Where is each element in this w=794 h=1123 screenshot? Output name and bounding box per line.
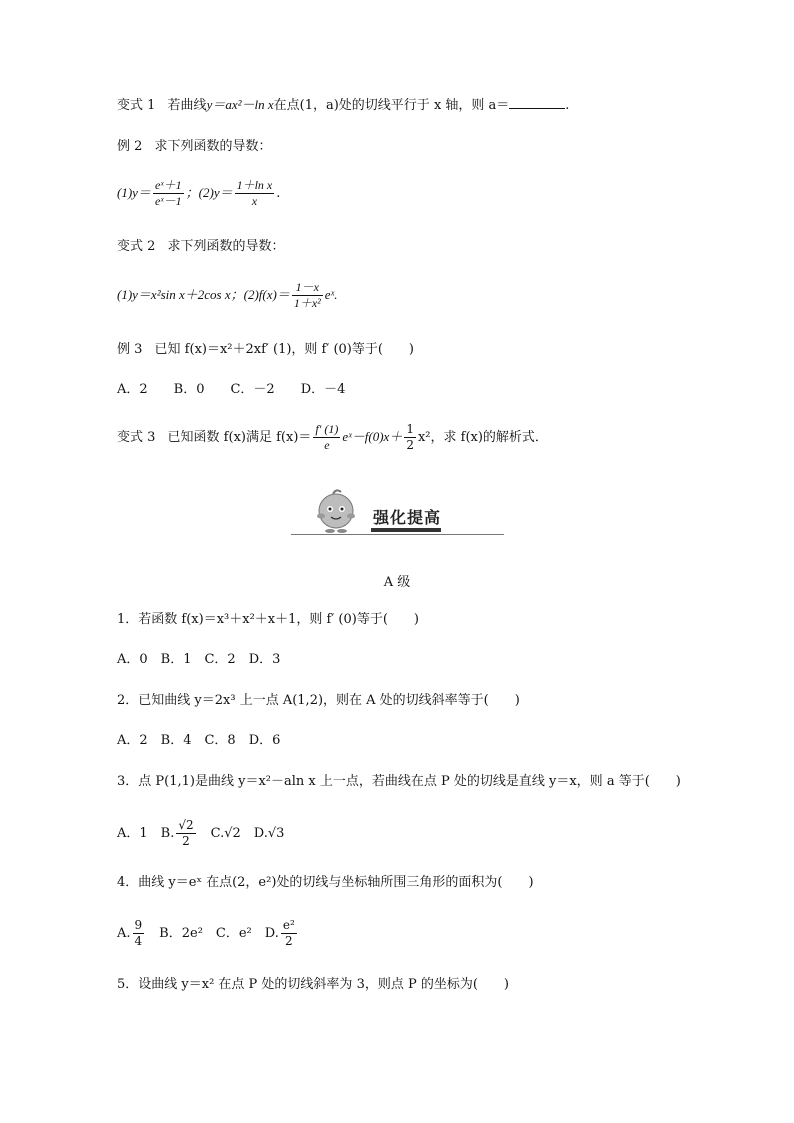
v3-mid: eˣ－f(0)x＋ [342,429,403,444]
variant1 [117,96,569,115]
section-banner [291,486,504,538]
variant3-label: 变式 3 [117,430,156,445]
question-2: 2．已知曲线 y＝2x³ 上一点 A(1,2)，则在 A 处的切线斜率等于( ) [117,693,520,708]
v3-f2-denominator: 2 [406,438,414,452]
variant1-expr: y＝ax²－ln x [206,97,274,112]
v2-p1: (1)y＝x²sin x＋2cos x；(2)f(x)＝ [117,287,290,302]
e2-end: . [276,186,281,201]
example3-text: 已知 f(x)＝x²＋2xf′ (1)，则 f′ (0)等于( ) [154,342,415,357]
example2 [117,138,272,156]
q3-opt-b-denominator: 2 [182,834,190,848]
q4-opt-a-numerator: 9 [134,918,143,932]
v3-tail: x²，求 f(x)的解析式． [417,430,548,445]
banner-title: 强化提高 [373,508,442,527]
example3-options: A．2 B．0 C．－2 D．－4 [117,382,346,397]
v3-fraction-1 [313,422,340,453]
example2-label: 例 2 [117,139,143,154]
variant3-pre: 已知函数 f(x)满足 f(x)＝ [167,430,312,445]
e2-fraction-2 [235,178,275,209]
question-3: 3．点 P(1,1)是曲线 y＝x²－aln x 上一点，若曲线在点 P 处的切线是直线 y＝x，则 a 等于( ) [117,774,681,789]
question-1-options: A．0 B．1 C．2 D．3 [117,652,281,667]
e2-f2-numerator: 1＋ln x [236,178,273,192]
e2-fraction-1 [153,178,184,209]
q4-opt-d-denominator: 2 [285,934,293,948]
e2-sep: ；(2)y＝ [185,185,233,200]
q3-opt-a: A．1 B. [117,826,175,841]
v2-fraction [292,280,323,311]
question-4-options [117,918,299,949]
variant2-items [117,280,337,311]
question-3-options [117,818,284,849]
q4-opt-a-fraction [133,918,145,949]
v2-tail: eˣ. [324,287,338,302]
variant1-pre: 若曲线 [167,98,207,113]
q4-opt-a-pre: A. [117,926,131,941]
e2-f1-numerator: eˣ＋1 [154,178,182,192]
variant1-mid: 在点(1，a)处的切线平行于 x 轴，则 a＝ [273,98,510,113]
q3-opt-b-numerator: √2 [178,818,194,832]
q4-opt-d-numerator: e² [282,918,295,932]
v3-f1-denominator: e [324,438,330,452]
banner-rule [291,534,504,535]
v3-f2-numerator: 1 [406,422,414,436]
question-1: 1．若函数 f(x)＝x³＋x²＋x＋1，则 f′ (0)等于( ) [117,612,419,627]
e2-f1-denominator: eˣ－1 [154,194,182,208]
example3-label: 例 3 [117,342,143,357]
v2-numerator: 1－x [292,280,323,296]
mascot-icon [311,486,361,536]
q3-opt-cd: C.√2 D.√3 [197,826,285,841]
e2-f2-denominator: x [251,194,258,208]
q4-opt-a-denominator: 4 [134,934,143,948]
question-4: 4．曲线 y＝eˣ 在点(2，e²)处的切线与坐标轴所围三角形的面积为( ) [117,875,534,890]
variant3 [117,422,548,453]
banner-underline [371,528,441,532]
answer-blank [509,96,565,109]
v3-fraction-2 [404,422,416,453]
e2-p1: (1)y＝ [117,185,151,200]
question-2-options: A．2 B．4 C．8 D．6 [117,733,281,748]
variant1-end: . [565,98,570,113]
question-5: 5．设曲线 y＝x² 在点 P 处的切线斜率为 3，则点 P 的坐标为( ) [117,977,509,992]
q3-opt-b-fraction [176,818,195,849]
example3 [117,341,414,359]
level-heading: A 级 [383,575,411,590]
v3-f1-numerator: f′ (1) [315,422,339,436]
example2-items [117,178,280,209]
v2-denominator: 1＋x² [293,296,321,310]
variant2 [117,238,285,256]
example2-text: 求下列函数的导数： [154,139,272,154]
variant2-label: 变式 2 [117,239,156,254]
q4-opt-bc: B．2e² C．e² D. [146,926,279,941]
q4-opt-d-fraction [281,918,297,949]
variant2-text: 求下列函数的导数： [167,239,285,254]
variant1-label: 变式 1 [117,98,156,113]
